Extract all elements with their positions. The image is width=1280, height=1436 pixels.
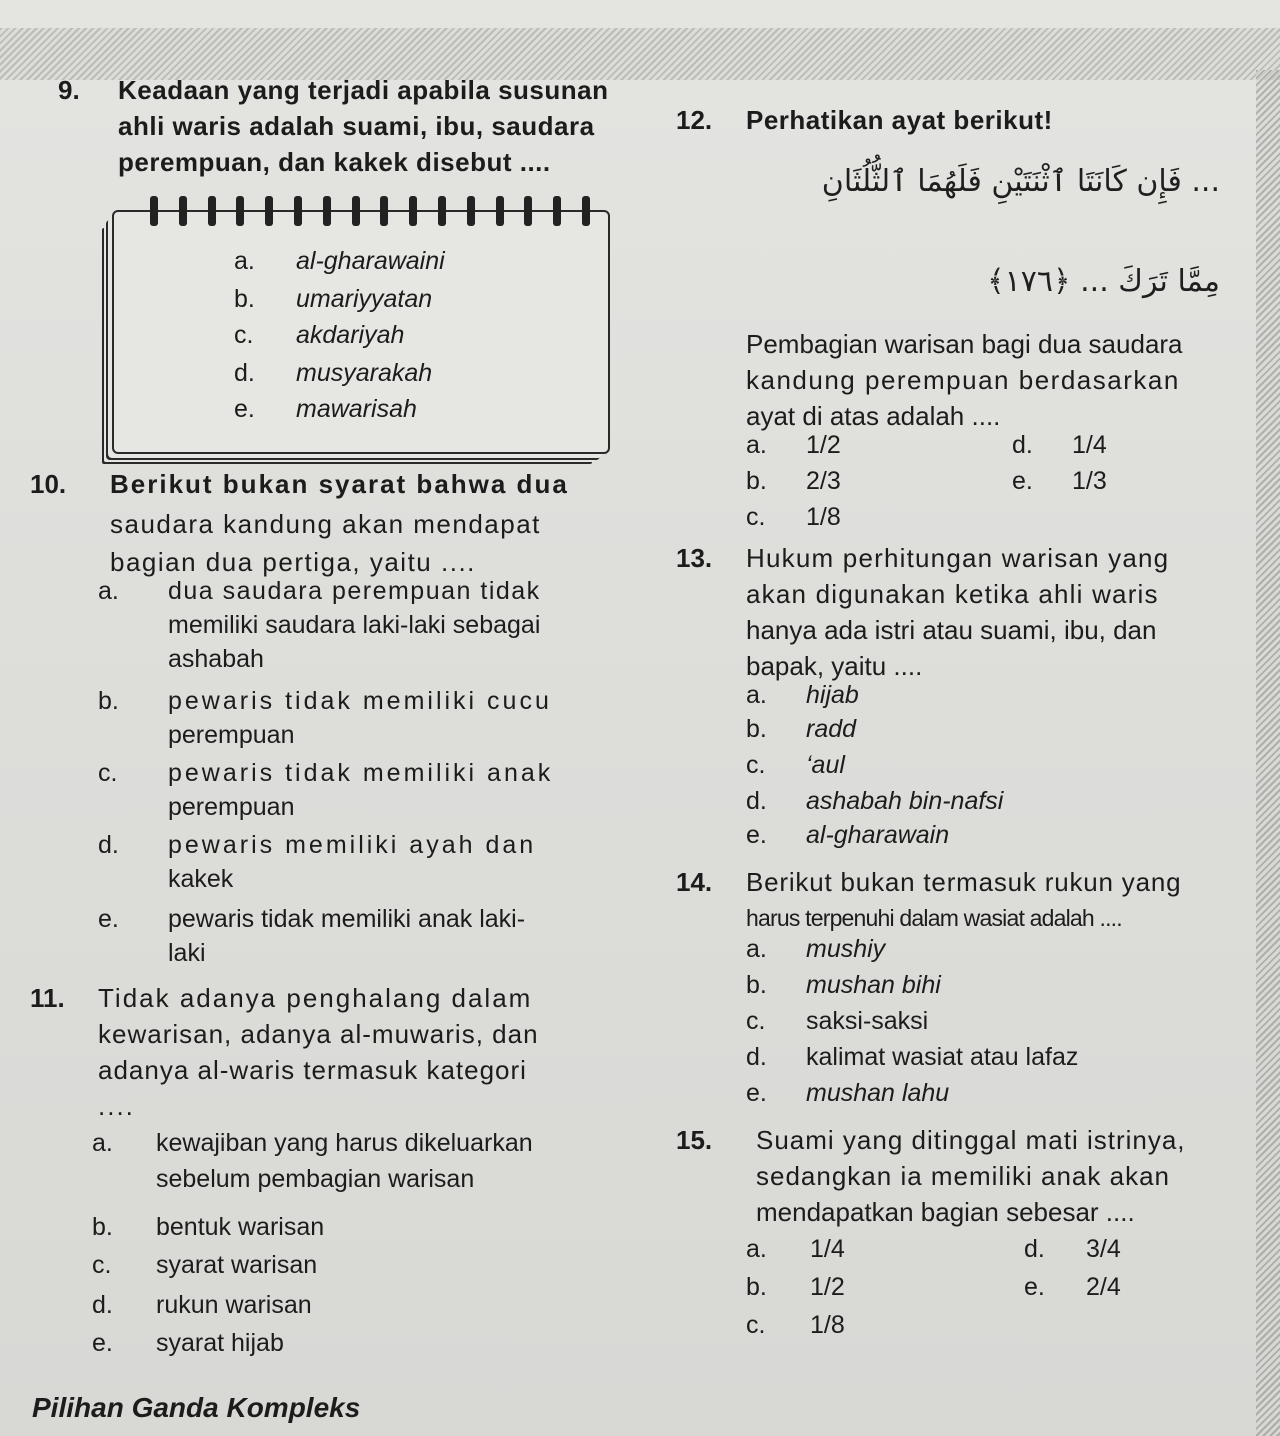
option-letter: d. [746,1043,767,1071]
section-title: Pilihan Ganda Kompleks [32,1392,361,1423]
option-letter: a. [746,1235,767,1263]
question-number: 12. [676,105,713,135]
question-text-line: .... [98,1091,135,1121]
question-number: 14. [676,867,713,897]
option-text: al-gharawain [806,821,950,849]
option-text: 2/3 [806,467,841,495]
option-letter: b. [746,971,767,999]
option-text: 1/3 [1072,467,1107,495]
option-text: mushan bihi [806,971,941,999]
option-text: pewaris tidak memiliki anak laki- laki [168,905,526,967]
quran-verse-line-2: مِمَّا تَرَكَ ... ﴿١٧٦﴾ [987,264,1220,299]
option-text: mushan lahu [806,1079,950,1107]
option-text: syarat hijab [156,1329,284,1357]
option-letter: b. [98,687,119,715]
option-text: ashabah bin-nafsi [806,787,1004,815]
option-letter: e. [746,1079,767,1107]
question-text-line: hanya ada istri atau suami, ibu, dan [746,615,1157,645]
right-hatch-border [1256,70,1280,1436]
option-text: ‘aul [806,751,845,779]
option-text: akdariyah [296,321,405,349]
option-letter: e. [234,395,255,423]
option-10c[interactable] [98,756,618,828]
option-text: 3/4 [1086,1235,1121,1263]
option-letter: e. [1012,467,1033,495]
option-10e[interactable] [98,902,618,974]
question-12-body [746,326,1226,434]
option-text: mushiy [806,935,886,963]
option-text: pewaris tidak memiliki anak perempuan [168,759,554,821]
question-text-line: Perhatikan ayat berikut! [746,105,1053,135]
option-letter: b. [92,1213,113,1241]
option-text: 1/4 [810,1235,845,1263]
question-text-line: Tidak adanya penghalang dalam [98,983,533,1013]
question-text-line: Pembagian warisan bagi dua saudara [746,329,1183,359]
option-text: 1/4 [1072,431,1107,459]
option-letter: e. [98,905,119,933]
option-letter: d. [746,787,767,815]
question-text-line: bapak, yaitu .... [746,651,923,681]
option-letter: a. [234,247,255,275]
option-text: pewaris tidak memiliki cucu perempuan [168,687,552,749]
option-letter: c. [92,1251,112,1279]
option-text: dua saudara perempuan tidak memiliki saudara laki-laki sebagai ashabah [168,577,541,673]
question-text-line: Suami yang ditinggal mati istrinya, [756,1125,1186,1155]
question-text-line: harus terpenuhi dalam wasiat adalah .... [746,905,1122,931]
option-letter: e. [1024,1273,1045,1301]
question-text-line: mendapatkan bagian sebesar .... [756,1197,1135,1227]
option-letter: a. [98,577,119,605]
option-10a[interactable] [98,574,618,684]
question-text-line: Berikut bukan syarat bahwa dua [110,469,569,499]
option-text: 1/2 [810,1273,845,1301]
option-text: umariyyatan [296,285,433,313]
option-text: rukun warisan [156,1291,312,1319]
option-text: al-gharawaini [296,247,445,275]
question-text-line: akan digunakan ketika ahli waris [746,579,1159,609]
notepad-rings [150,196,590,226]
option-text: bentuk warisan [156,1213,325,1241]
option-letter: a. [746,431,767,459]
question-text-line: bagian dua pertiga, yaitu .... [110,547,476,577]
option-text: radd [806,715,857,743]
question-text-line: ayat di atas adalah .... [746,401,1001,431]
question-text-line: kandung perempuan berdasarkan [746,365,1180,395]
option-letter: c. [98,759,118,787]
option-text: kewajiban yang harus dikeluarkan sebelum pembagian warisan [156,1129,533,1193]
option-letter: a. [92,1129,113,1157]
option-10d[interactable] [98,828,618,900]
option-letter: d. [1012,431,1033,459]
question-text-line: ahli waris adalah suami, ibu, saudara [118,111,595,141]
option-text: pewaris memiliki ayah dan kakek [168,831,537,893]
option-letter: d. [92,1291,113,1319]
option-text: 1/8 [806,503,841,531]
question-text-line: saudara kandung akan mendapat [110,509,541,539]
option-letter: c. [746,1007,766,1035]
option-letter: e. [92,1329,113,1357]
option-text: saksi-saksi [806,1007,929,1035]
option-letter: c. [746,1311,766,1339]
quran-verse-line-1: ... فَإِن كَانَتَا ٱثْنَتَيْنِ فَلَهُمَا ٱلثُّلُثَانِ [821,164,1220,199]
option-text: hijab [806,681,859,709]
question-number: 11. [30,983,65,1013]
option-text: syarat warisan [156,1251,318,1279]
question-number: 10. [30,469,67,499]
question-text-line: Keadaan yang terjadi apabila susunan [118,75,609,105]
option-letter: b. [234,285,255,313]
question-text-line: Berikut bukan termasuk rukun yang [746,867,1182,897]
option-letter: c. [234,321,254,349]
option-text: kalimat wasiat atau lafaz [806,1043,1079,1071]
question-text-line: perempuan, dan kakek disebut .... [118,147,551,177]
option-letter: b. [746,715,767,743]
question-text-line: Hukum perhitungan warisan yang [746,543,1170,573]
question-number: 13. [676,543,713,573]
question-text-line: adanya al-waris termasuk kategori [98,1055,527,1085]
option-11a[interactable] [92,1126,612,1202]
option-letter: b. [746,467,767,495]
option-letter: e. [746,821,767,849]
option-text: 1/2 [806,431,841,459]
option-text: mawarisah [296,395,417,423]
question-text-line: kewarisan, adanya al-muwaris, dan [98,1019,539,1049]
option-letter: a. [746,681,767,709]
option-letter: c. [746,503,766,531]
option-text: 2/4 [1086,1273,1121,1301]
option-letter: d. [234,359,255,387]
question-number: 15. [676,1125,713,1155]
option-letter: c. [746,751,766,779]
option-letter: d. [1024,1235,1045,1263]
option-10b[interactable] [98,684,618,756]
option-letter: a. [746,935,767,963]
question-number: 9. [58,75,80,105]
option-text: musyarakah [296,359,433,387]
option-letter: b. [746,1273,767,1301]
option-letter: d. [98,831,119,859]
option-text: 1/8 [810,1311,845,1339]
question-text-line: sedangkan ia memiliki anak akan [756,1161,1170,1191]
